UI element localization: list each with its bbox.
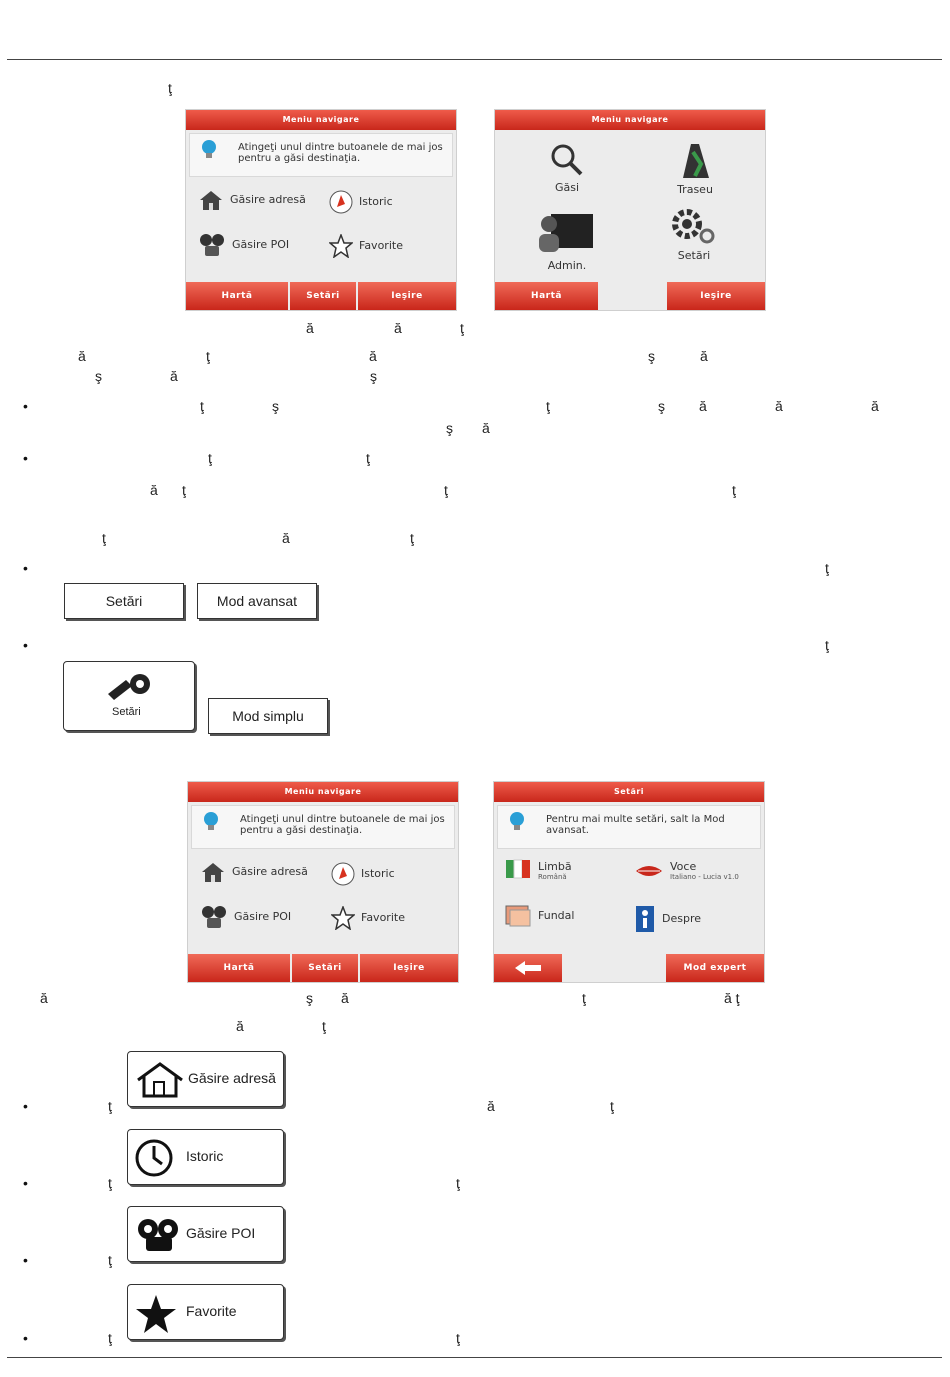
background-item[interactable]: Fundal [504,904,574,928]
bullet: • [23,398,28,414]
route-item[interactable]: Traseu [671,142,719,196]
favorites-button[interactable]: Favorite [127,1284,284,1340]
tip-text: Pentru mai multe setări, salt la Mod avansat. [546,814,725,836]
navigation-menu-simple-screen [185,109,457,311]
text-fragment: ţ [410,530,414,546]
top-rule [7,59,942,60]
text-fragment: ş [370,368,377,384]
star-icon [329,234,353,258]
find-address-item[interactable]: Găsire adresă [200,860,308,884]
favorites-item[interactable]: Favorite [331,906,405,930]
text-fragment: ă [871,398,879,414]
bottom-rule [7,1357,942,1358]
clock-icon [134,1138,174,1178]
screen-title: Meniu navigare [188,782,458,802]
text-fragment: ă [236,1018,244,1034]
settings-screen [493,781,765,983]
text-fragment: ă [700,348,708,364]
house-icon [200,860,226,884]
text-fragment: ţ [108,1098,112,1114]
text-fragment: ţ [366,450,370,466]
bulb-icon [200,139,218,161]
settings-button[interactable]: Setări [64,583,184,619]
text-fragment: ă ţ [724,990,740,1006]
text-fragment: ş [95,368,102,384]
italy-flag-icon [504,856,532,884]
text-fragment: ş [306,990,313,1006]
text-fragment: ă [306,320,314,336]
text-fragment: ţ [456,1175,460,1191]
settings-icon-button[interactable] [63,661,195,731]
poi-icon [200,904,228,930]
text-fragment: ţ [582,990,586,1006]
exit-button[interactable]: Ieşire [360,954,458,982]
back-arrow-icon [513,960,543,976]
text-fragment: ă [775,398,783,414]
tip-box [497,805,761,849]
admin-folder-icon [537,208,597,256]
bullet: • [23,560,28,576]
text-fragment: ţ [610,1098,614,1114]
about-item[interactable]: Despre [634,904,701,934]
text-fragment: ă [394,320,402,336]
tip-box [189,133,453,177]
screen-title: Setări [494,782,764,802]
route-icon [675,142,715,180]
bullet: • [23,1252,28,1268]
bulb-icon [202,811,220,833]
advanced-mode-button[interactable]: Mod avansat [197,583,317,619]
find-item[interactable]: Găsi [547,142,587,194]
text-fragment: ţ [206,348,210,364]
find-address-button[interactable]: Găsire adresă [127,1051,284,1107]
wallpaper-icon [504,904,532,928]
text-fragment: ă [40,990,48,1006]
poi-icon [134,1215,184,1255]
screen-title: Meniu navigare [186,110,456,130]
navigation-menu-advanced-screen [494,109,766,311]
text-fragment: ţ [456,1330,460,1346]
text-fragment: ă [78,348,86,364]
settings-button[interactable]: Setări [292,954,358,982]
bulb-icon [508,811,526,833]
house-icon [134,1060,186,1100]
info-icon [634,904,656,934]
settings-icon-label: Setări [112,706,141,718]
screen-footer [188,954,458,982]
screen-title: Meniu navigare [495,110,765,130]
screen-footer [186,282,456,310]
exit-button[interactable]: Ieşire [358,282,456,310]
text-fragment: ţ [182,482,186,498]
find-address-item[interactable]: Găsire adresă [198,188,306,212]
tip-box [191,805,455,849]
text-fragment: ă [482,420,490,436]
text-fragment: ă [699,398,707,414]
text-fragment: ţ [208,450,212,466]
text-fragment: ţ [444,482,448,498]
text-fragment: ţ [732,482,736,498]
text-fragment: ţ [108,1330,112,1346]
bullet: • [23,1330,28,1346]
find-poi-button[interactable]: Găsire POI [127,1206,284,1262]
text-fragment: ţ [200,398,204,414]
simple-mode-button[interactable]: Mod simplu [208,698,328,734]
screen-footer [495,282,765,310]
text-fragment: ţ [108,1175,112,1191]
favorites-item[interactable]: Favorite [329,234,403,258]
admin-item[interactable]: Admin. [535,208,599,272]
text-fragment: ţ [546,398,550,414]
voice-item[interactable]: Voce Italiano - Lucia v1.0 [634,860,739,881]
text-fragment: ţ [108,1252,112,1268]
text-fragment: ţ [322,1018,326,1034]
bullet: • [23,1098,28,1114]
text-fragment: ţ [460,320,464,336]
exit-button[interactable]: Ieşire [667,282,765,310]
lips-icon [634,861,664,881]
house-icon [198,188,224,212]
text-fragment: ă [341,990,349,1006]
text-fragment: ş [446,420,453,436]
bullet: • [23,1175,28,1191]
settings-tools-icon [104,670,154,702]
settings-button[interactable]: Setări [290,282,356,310]
text-fragment: ţ [102,530,106,546]
clock-icon [329,190,353,214]
tip-text: Atingeţi unul dintre butoanele de mai jos pentru a găsi destinaţia. [240,814,445,836]
magnifier-icon [549,142,585,178]
text-fragment: ă [487,1098,495,1114]
tip-text: Atingeţi unul dintre butoanele de mai jos pentru a găsi destinaţia. [238,142,443,164]
star-icon [331,906,355,930]
text-fragment: ş [658,398,665,414]
text-fragment: ţ [168,80,172,96]
history-button[interactable]: Istoric [127,1129,284,1185]
bullet: • [23,637,28,653]
history-item[interactable]: Istoric [329,190,393,214]
text-fragment: ţ [825,560,829,576]
text-fragment: ş [648,348,655,364]
expert-mode-button[interactable]: Mod expert [666,954,764,982]
poi-icon [198,232,226,258]
star-icon [134,1293,178,1335]
text-fragment: ă [170,368,178,384]
text-fragment: ă [150,482,158,498]
gear-icon [669,206,719,246]
text-fragment: ă [282,530,290,546]
bullet: • [23,450,28,466]
text-fragment: ă [369,348,377,364]
text-fragment: ţ [825,637,829,653]
screen-footer [494,954,764,982]
map-button[interactable]: Hartă [188,954,290,982]
map-button[interactable]: Hartă [495,282,598,310]
navigation-menu-screen [187,781,459,983]
back-button[interactable] [494,954,562,982]
find-poi-item[interactable]: Găsire POI [198,232,289,258]
language-item[interactable]: Limbă Română [504,856,572,884]
history-item[interactable]: Istoric [331,862,395,886]
text-fragment: ş [272,398,279,414]
clock-icon [331,862,355,886]
settings-item[interactable]: Setări [667,206,721,262]
find-poi-item[interactable]: Găsire POI [200,904,291,930]
map-button[interactable]: Hartă [186,282,288,310]
